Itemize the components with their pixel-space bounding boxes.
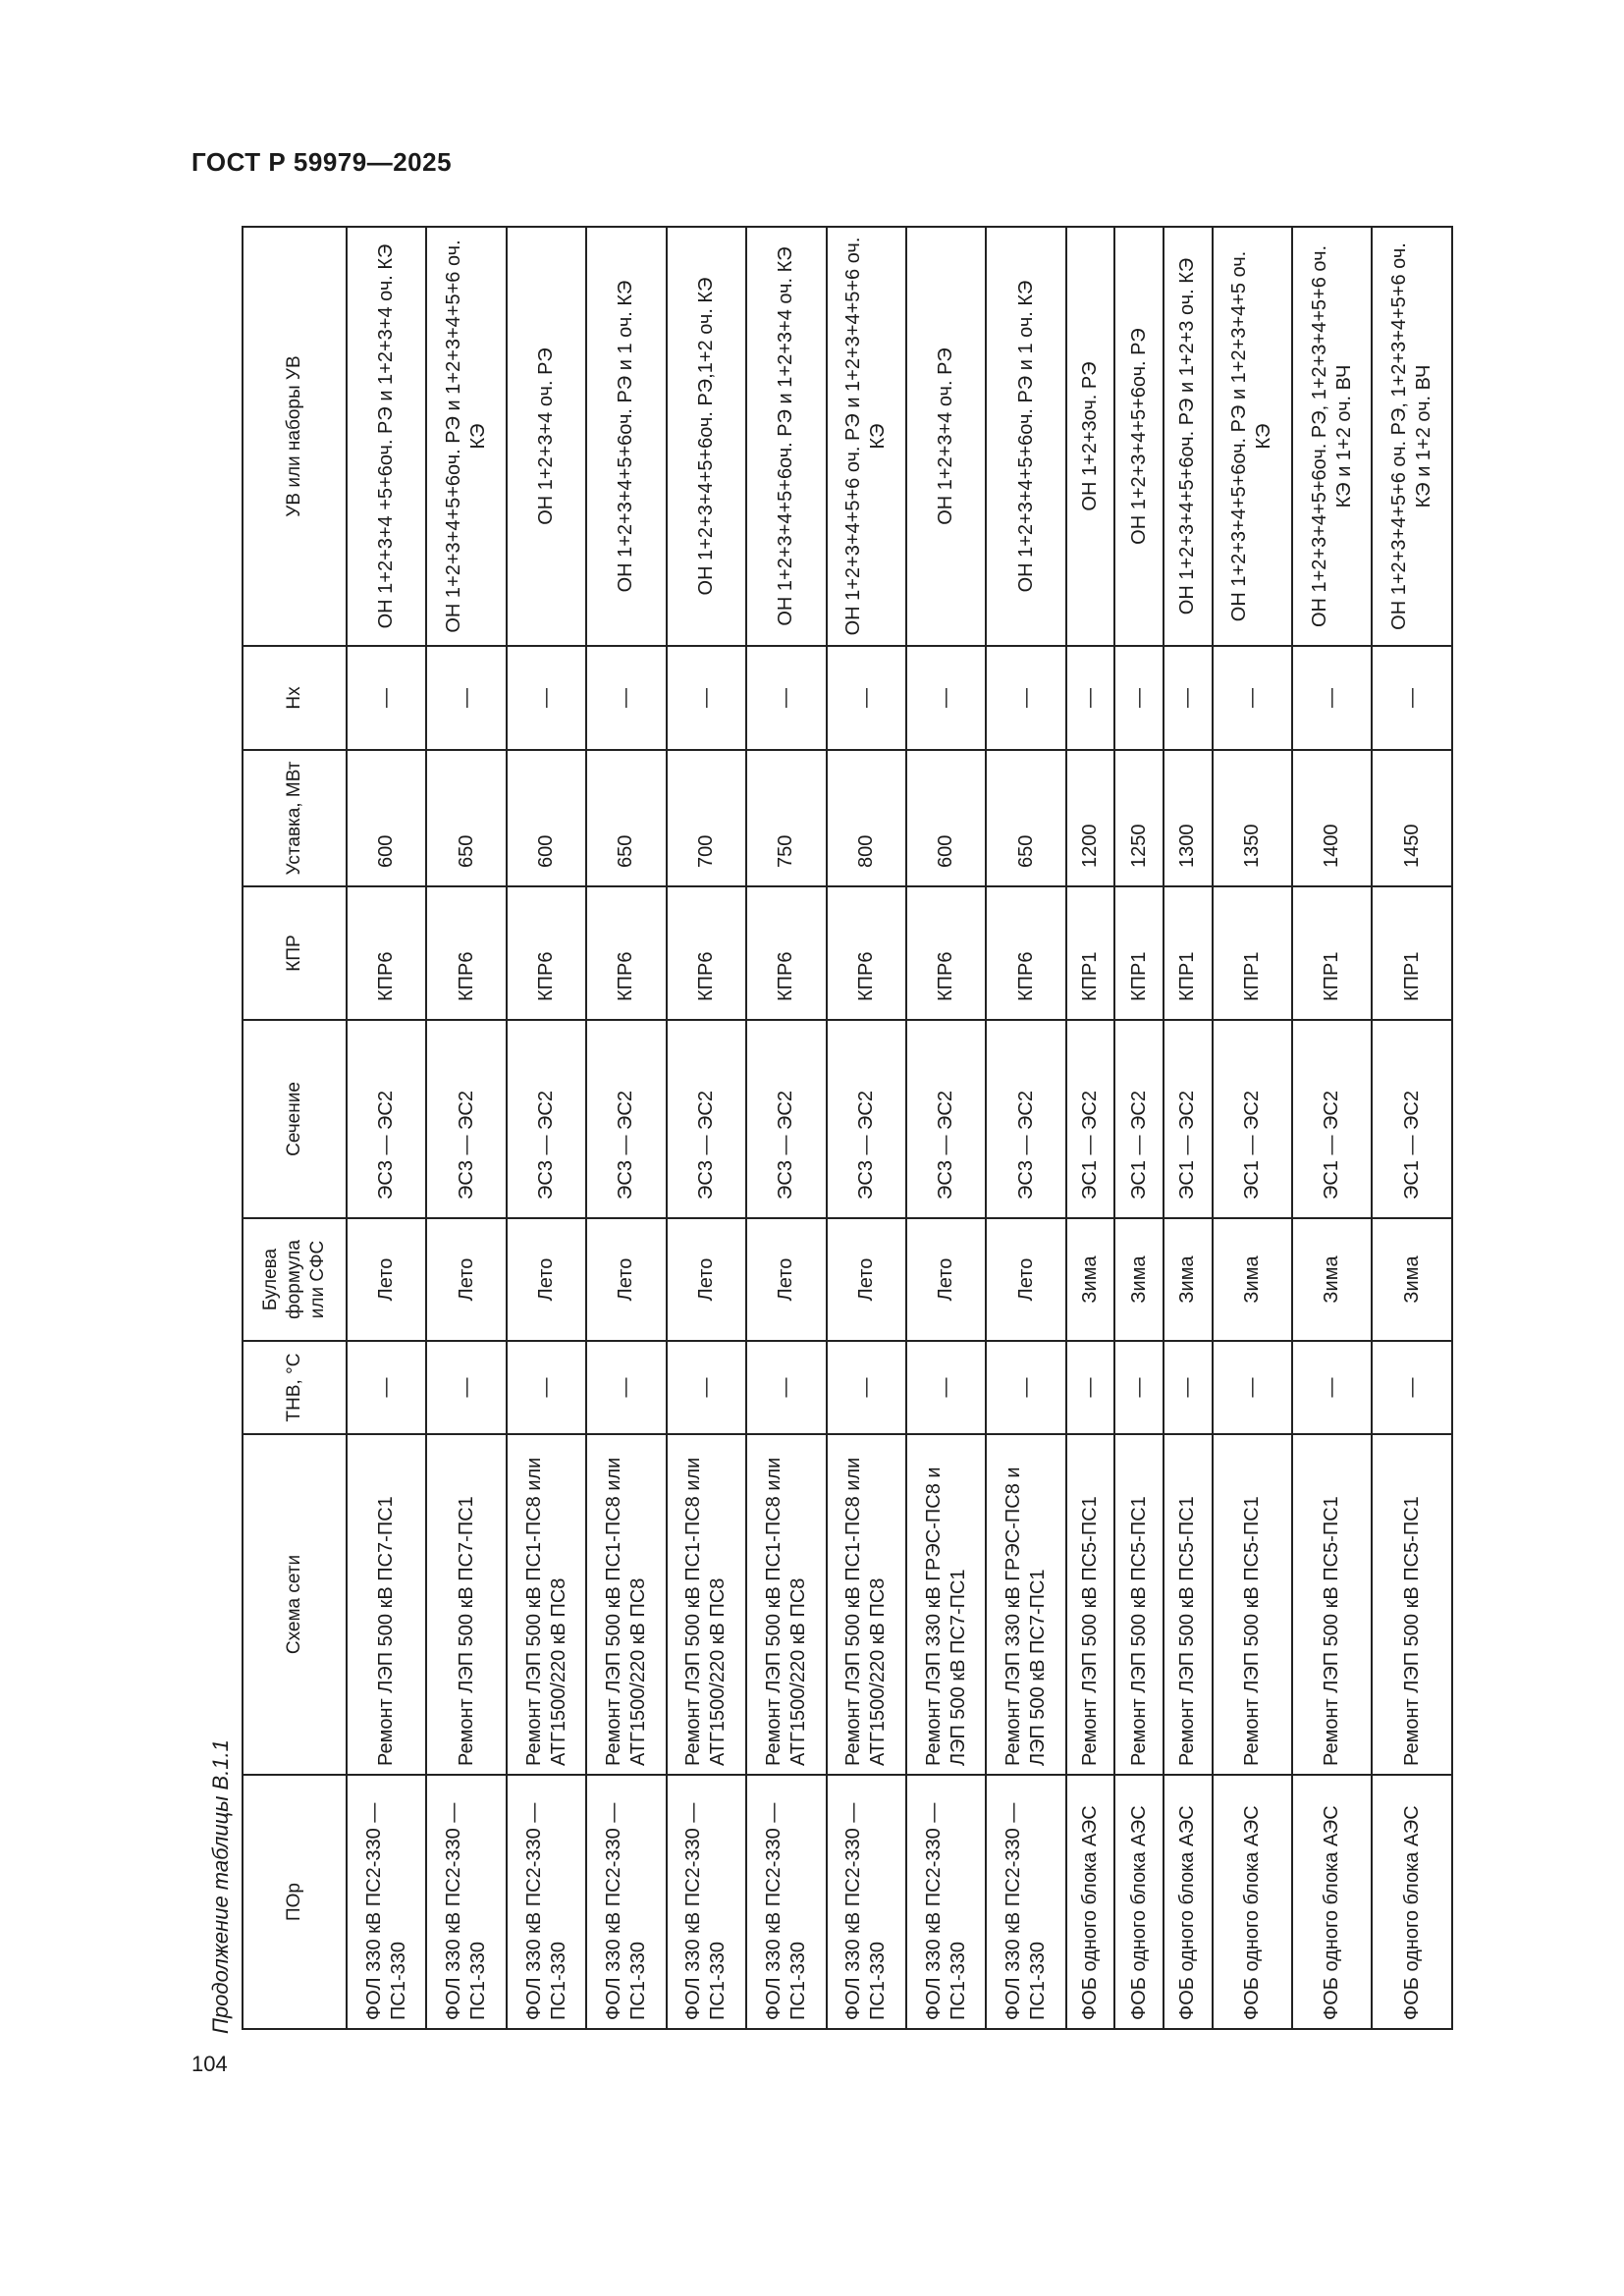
- cell-por: ФОЛ 330 кВ ПС2-330 — ПС1-330: [746, 1775, 826, 2029]
- cell-section: ЭС3 — ЭС2: [906, 1020, 986, 1218]
- cell-uv: ОН 1+2+3+4+5+6оч. РЭ и 1 оч. КЭ: [586, 227, 666, 646]
- cell-section: ЭС3 — ЭС2: [426, 1020, 506, 1218]
- cell-scheme: Ремонт ЛЭП 500 кВ ПС5-ПС1: [1372, 1434, 1452, 1775]
- cell-setpoint: 1250: [1114, 750, 1164, 886]
- table-row: [746, 227, 826, 2029]
- document-header: ГОСТ Р 59979—2025: [191, 147, 453, 177]
- table-row: [426, 227, 506, 2029]
- cell-uv: ОН 1+2+3+4 оч. РЭ: [507, 227, 586, 646]
- table-row: [1372, 227, 1452, 2029]
- cell-tnv: —: [1164, 1341, 1213, 1434]
- cell-kpr: КПР1: [1164, 886, 1213, 1020]
- cell-section: ЭС1 — ЭС2: [1066, 1020, 1115, 1218]
- cell-scheme: Ремонт ЛЭП 330 кВ ГРЭС-ПС8 и ЛЭП 500 кВ ПС7-ПС1: [986, 1434, 1065, 1775]
- table-row: [827, 227, 906, 2029]
- cell-nx: —: [1292, 646, 1372, 750]
- cell-tnv: —: [1292, 1341, 1372, 1434]
- cell-formula: Лето: [586, 1218, 666, 1341]
- cell-uv: ОН 1+2+3+4 +5+6оч. РЭ и 1+2+3+4 оч. КЭ: [347, 227, 426, 646]
- cell-scheme: Ремонт ЛЭП 500 кВ ПС1-ПС8 или АТГ1500/220 кВ ПС8: [667, 1434, 746, 1775]
- column-header: ТНВ, °С: [243, 1341, 347, 1434]
- cell-uv: ОН 1+2+3+4 оч. РЭ: [906, 227, 986, 646]
- cell-section: ЭС3 — ЭС2: [827, 1020, 906, 1218]
- column-header: Уставка, МВт: [243, 750, 347, 886]
- cell-formula: Лето: [507, 1218, 586, 1341]
- cell-setpoint: 700: [667, 750, 746, 886]
- table-row: [1114, 227, 1164, 2029]
- cell-kpr: КПР6: [426, 886, 506, 1020]
- cell-formula: Лето: [906, 1218, 986, 1341]
- cell-uv: ОН 1+2+3+4+5+6оч. РЭ, 1+2+3+4+5+6 оч. КЭ и 1+2 оч. ВЧ: [1292, 227, 1372, 646]
- cell-setpoint: 650: [586, 750, 666, 886]
- cell-uv: ОН 1+2+3+4+5+6оч. РЭ: [1114, 227, 1164, 646]
- cell-por: ФОБ одного блока АЭС: [1066, 1775, 1115, 2029]
- cell-por: ФОБ одного блока АЭС: [1114, 1775, 1164, 2029]
- cell-tnv: —: [1114, 1341, 1164, 1434]
- cell-kpr: КПР6: [507, 886, 586, 1020]
- cell-section: ЭС1 — ЭС2: [1213, 1020, 1292, 1218]
- cell-tnv: —: [986, 1341, 1065, 1434]
- table-row: [1164, 227, 1213, 2029]
- cell-nx: —: [667, 646, 746, 750]
- cell-uv: ОН 1+2+3+4+5+6оч. РЭ и 1+2+3+4+5 оч. КЭ: [1213, 227, 1292, 646]
- cell-nx: —: [586, 646, 666, 750]
- cell-por: ФОБ одного блока АЭС: [1372, 1775, 1452, 2029]
- cell-tnv: —: [347, 1341, 426, 1434]
- cell-setpoint: 1200: [1066, 750, 1115, 886]
- cell-scheme: Ремонт ЛЭП 500 кВ ПС5-ПС1: [1164, 1434, 1213, 1775]
- table-row: [347, 227, 426, 2029]
- cell-uv: ОН 1+2+3+4+5+6оч. РЭ и 1 оч. КЭ: [986, 227, 1065, 646]
- cell-nx: —: [507, 646, 586, 750]
- cell-por: ФОЛ 330 кВ ПС2-330 — ПС1-330: [986, 1775, 1065, 2029]
- cell-formula: Зима: [1292, 1218, 1372, 1341]
- cell-setpoint: 600: [347, 750, 426, 886]
- cell-tnv: —: [426, 1341, 506, 1434]
- table-body: [347, 227, 1452, 2029]
- cell-section: ЭС1 — ЭС2: [1164, 1020, 1213, 1218]
- cell-section: ЭС3 — ЭС2: [586, 1020, 666, 1218]
- table-row: [667, 227, 746, 2029]
- table-caption: Продолжение таблицы В.1.1: [208, 1739, 233, 2034]
- cell-por: ФОЛ 330 кВ ПС2-330 — ПС1-330: [827, 1775, 906, 2029]
- cell-nx: —: [347, 646, 426, 750]
- cell-por: ФОБ одного блока АЭС: [1292, 1775, 1372, 2029]
- cell-section: ЭС3 — ЭС2: [507, 1020, 586, 1218]
- cell-formula: Лето: [827, 1218, 906, 1341]
- cell-kpr: КПР1: [1213, 886, 1292, 1020]
- cell-kpr: КПР1: [1372, 886, 1452, 1020]
- cell-formula: Лето: [347, 1218, 426, 1341]
- cell-nx: —: [906, 646, 986, 750]
- column-header: ПОр: [243, 1775, 347, 2029]
- cell-nx: —: [1372, 646, 1452, 750]
- cell-scheme: Ремонт ЛЭП 500 кВ ПС1-ПС8 или АТГ1500/220 кВ ПС8: [746, 1434, 826, 1775]
- cell-tnv: —: [906, 1341, 986, 1434]
- cell-nx: —: [986, 646, 1065, 750]
- table-header-row: [243, 227, 347, 2029]
- cell-uv: ОН 1+2+3+4+5+6оч. РЭ и 1+2+3+4+5+6 оч. КЭ: [426, 227, 506, 646]
- cell-setpoint: 600: [906, 750, 986, 886]
- cell-setpoint: 1400: [1292, 750, 1372, 886]
- cell-nx: —: [827, 646, 906, 750]
- page-number: 104: [191, 2052, 228, 2076]
- cell-nx: —: [426, 646, 506, 750]
- table-row: [1292, 227, 1372, 2029]
- cell-scheme: Ремонт ЛЭП 500 кВ ПС5-ПС1: [1292, 1434, 1372, 1775]
- cell-formula: Зима: [1114, 1218, 1164, 1341]
- cell-section: ЭС1 — ЭС2: [1114, 1020, 1164, 1218]
- cell-formula: Лето: [746, 1218, 826, 1341]
- cell-uv: ОН 1+2+3+4+5+6оч. РЭ и 1+2+3 оч. КЭ: [1164, 227, 1213, 646]
- cell-uv: ОН 1+2+3оч. РЭ: [1066, 227, 1115, 646]
- column-header: КПР: [243, 886, 347, 1020]
- cell-tnv: —: [507, 1341, 586, 1434]
- cell-section: ЭС3 — ЭС2: [347, 1020, 426, 1218]
- column-header: Нх: [243, 646, 347, 750]
- cell-tnv: —: [1372, 1341, 1452, 1434]
- cell-formula: Зима: [1372, 1218, 1452, 1341]
- cell-por: ФОЛ 330 кВ ПС2-330 — ПС1-330: [586, 1775, 666, 2029]
- cell-section: ЭС3 — ЭС2: [746, 1020, 826, 1218]
- data-table: [242, 226, 1453, 2030]
- cell-por: ФОБ одного блока АЭС: [1164, 1775, 1213, 2029]
- table-row: [507, 227, 586, 2029]
- cell-por: ФОБ одного блока АЭС: [1213, 1775, 1292, 2029]
- cell-por: ФОЛ 330 кВ ПС2-330 — ПС1-330: [667, 1775, 746, 2029]
- cell-scheme: Ремонт ЛЭП 500 кВ ПС5-ПС1: [1066, 1434, 1115, 1775]
- cell-kpr: КПР6: [827, 886, 906, 1020]
- cell-por: ФОЛ 330 кВ ПС2-330 — ПС1-330: [507, 1775, 586, 2029]
- cell-formula: Лето: [986, 1218, 1065, 1341]
- cell-section: ЭС1 — ЭС2: [1372, 1020, 1452, 1218]
- cell-uv: ОН 1+2+3+4+5+6 оч. РЭ и 1+2+3+4+5+6 оч. КЭ: [827, 227, 906, 646]
- cell-kpr: КПР6: [986, 886, 1065, 1020]
- cell-tnv: —: [586, 1341, 666, 1434]
- cell-setpoint: 1350: [1213, 750, 1292, 886]
- cell-formula: Зима: [1066, 1218, 1115, 1341]
- cell-uv: ОН 1+2+3+4+5+6оч. РЭ,1+2 оч. КЭ: [667, 227, 746, 646]
- cell-setpoint: 1450: [1372, 750, 1452, 886]
- cell-kpr: КПР6: [906, 886, 986, 1020]
- cell-formula: Лето: [667, 1218, 746, 1341]
- cell-kpr: КПР1: [1292, 886, 1372, 1020]
- cell-kpr: КПР6: [586, 886, 666, 1020]
- cell-setpoint: 600: [507, 750, 586, 886]
- cell-setpoint: 750: [746, 750, 826, 886]
- cell-por: ФОЛ 330 кВ ПС2-330 — ПС1-330: [906, 1775, 986, 2029]
- cell-scheme: Ремонт ЛЭП 500 кВ ПС5-ПС1: [1213, 1434, 1292, 1775]
- cell-setpoint: 1300: [1164, 750, 1213, 886]
- cell-nx: —: [1114, 646, 1164, 750]
- cell-section: ЭС3 — ЭС2: [667, 1020, 746, 1218]
- cell-tnv: —: [746, 1341, 826, 1434]
- cell-kpr: КПР1: [1066, 886, 1115, 1020]
- cell-uv: ОН 1+2+3+4+5+6оч. РЭ и 1+2+3+4 оч. КЭ: [746, 227, 826, 646]
- cell-uv: ОН 1+2+3+4+5+6 оч. РЭ, 1+2+3+4+5+6 оч. КЭ и 1+2 оч. ВЧ: [1372, 227, 1452, 646]
- cell-scheme: Ремонт ЛЭП 500 кВ ПС1-ПС8 или АТГ1500/220 кВ ПС8: [827, 1434, 906, 1775]
- cell-tnv: —: [1213, 1341, 1292, 1434]
- column-header: Булева формула или СФС: [243, 1218, 347, 1341]
- table-row: [1213, 227, 1292, 2029]
- cell-nx: —: [746, 646, 826, 750]
- cell-nx: —: [1164, 646, 1213, 750]
- cell-nx: —: [1213, 646, 1292, 750]
- cell-tnv: —: [827, 1341, 906, 1434]
- cell-formula: Зима: [1213, 1218, 1292, 1341]
- column-header: УВ или наборы УВ: [243, 227, 347, 646]
- cell-kpr: КПР6: [746, 886, 826, 1020]
- cell-formula: Зима: [1164, 1218, 1213, 1341]
- cell-kpr: КПР1: [1114, 886, 1164, 1020]
- cell-setpoint: 800: [827, 750, 906, 886]
- column-header: Схема сети: [243, 1434, 347, 1775]
- cell-scheme: Ремонт ЛЭП 500 кВ ПС7-ПС1: [347, 1434, 426, 1775]
- cell-scheme: Ремонт ЛЭП 330 кВ ГРЭС-ПС8 и ЛЭП 500 кВ ПС7-ПС1: [906, 1434, 986, 1775]
- cell-section: ЭС1 — ЭС2: [1292, 1020, 1372, 1218]
- cell-scheme: Ремонт ЛЭП 500 кВ ПС5-ПС1: [1114, 1434, 1164, 1775]
- cell-scheme: Ремонт ЛЭП 500 кВ ПС1-ПС8 или АТГ1500/220 кВ ПС8: [507, 1434, 586, 1775]
- cell-section: ЭС3 — ЭС2: [986, 1020, 1065, 1218]
- cell-kpr: КПР6: [667, 886, 746, 1020]
- cell-tnv: —: [667, 1341, 746, 1434]
- table-container: [242, 228, 1453, 2030]
- cell-setpoint: 650: [426, 750, 506, 886]
- cell-tnv: —: [1066, 1341, 1115, 1434]
- cell-formula: Лето: [426, 1218, 506, 1341]
- table-row: [986, 227, 1065, 2029]
- table-row: [906, 227, 986, 2029]
- cell-scheme: Ремонт ЛЭП 500 кВ ПС1-ПС8 или АТГ1500/220 кВ ПС8: [586, 1434, 666, 1775]
- table-row: [1066, 227, 1115, 2029]
- table-row: [586, 227, 666, 2029]
- cell-setpoint: 650: [986, 750, 1065, 886]
- cell-nx: —: [1066, 646, 1115, 750]
- cell-scheme: Ремонт ЛЭП 500 кВ ПС7-ПС1: [426, 1434, 506, 1775]
- cell-kpr: КПР6: [347, 886, 426, 1020]
- cell-por: ФОЛ 330 кВ ПС2-330 — ПС1-330: [347, 1775, 426, 2029]
- cell-por: ФОЛ 330 кВ ПС2-330 — ПС1-330: [426, 1775, 506, 2029]
- column-header: Сечение: [243, 1020, 347, 1218]
